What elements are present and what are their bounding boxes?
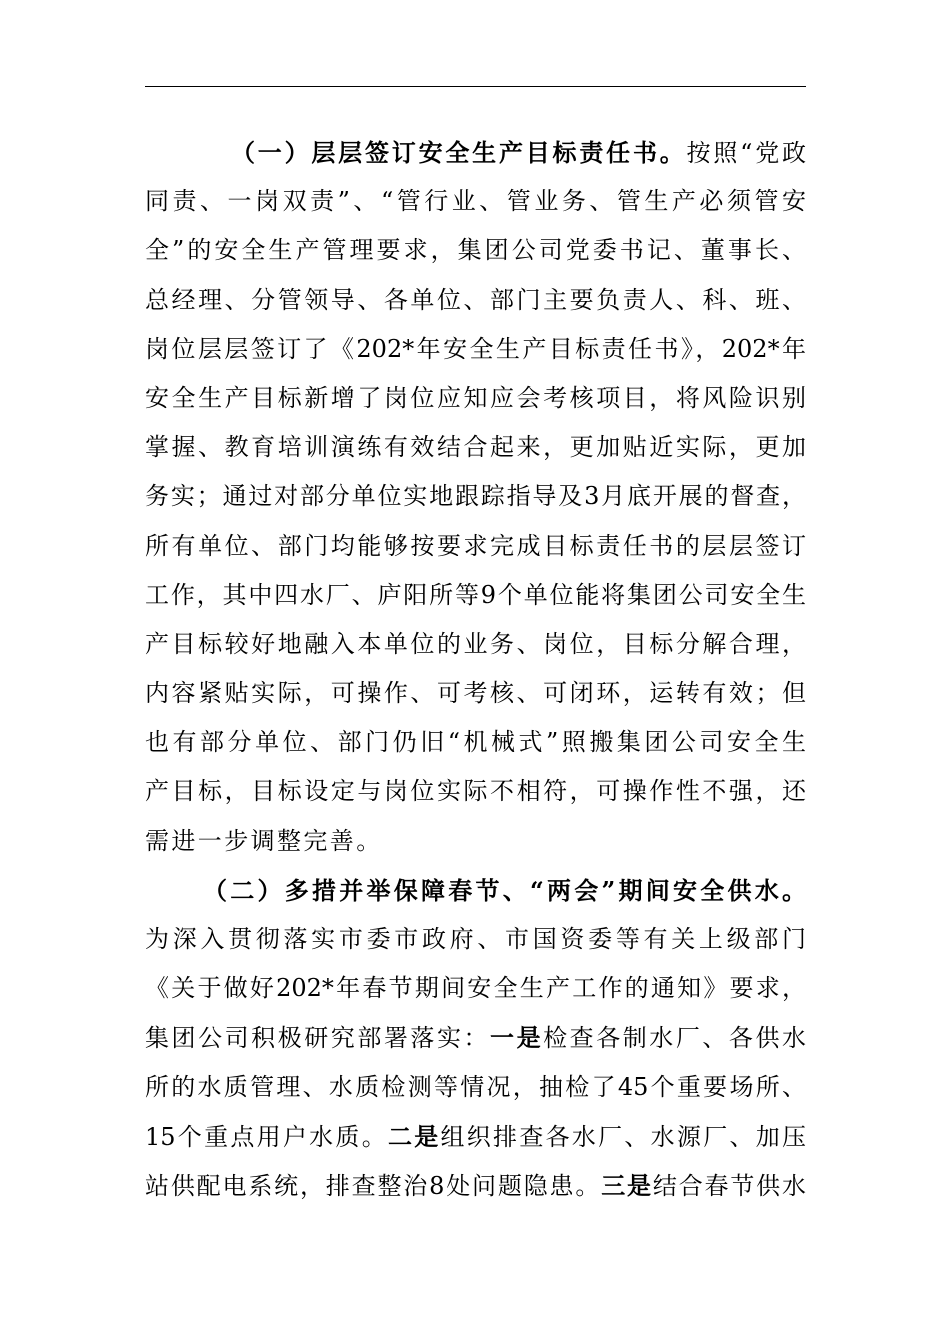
- paragraph-line: [145, 866, 806, 915]
- paragraph-line: [145, 1112, 806, 1161]
- section-heading-2: （二）多措并举保障春节、“两会”期间安全供水。: [203, 875, 806, 905]
- text-run: 按照“党政: [686, 139, 807, 167]
- paragraph-line: [145, 128, 806, 177]
- text-run: 结合春节供水: [652, 1171, 807, 1200]
- paragraph-line: 产目标，目标设定与岗位实际不相符，可操作性不强，还: [145, 777, 806, 806]
- paragraph-line: 工作，其中四水厂、庐阳所等9个单位能将集团公司安全生: [145, 580, 806, 609]
- paragraph-line: 总经理、分管领导、各单位、部门主要负责人、科、班、: [145, 285, 806, 314]
- list-marker: 一是: [490, 1023, 544, 1053]
- paragraph-line: 所有单位、部门均能够按要求完成目标责任书的层层签订: [145, 531, 806, 560]
- paragraph-line: 《关于做好202*年春节期间安全生产工作的通知》要求，: [145, 974, 806, 1003]
- paragraph-line: [145, 1161, 806, 1210]
- paragraph-line: 务实；通过对部分单位实地跟踪指导及3月底开展的督查，: [145, 482, 806, 511]
- paragraph-line: 掌握、教育培训演练有效结合起来，更加贴近实际，更加: [145, 433, 806, 462]
- paragraph-line: 为深入贯彻落实市委市政府、市国资委等有关上级部门: [145, 925, 806, 953]
- list-marker: 三是: [601, 1170, 653, 1200]
- paragraph-line: 同责、一岗双责”、“管行业、管业务、管生产必须管安: [145, 187, 806, 216]
- paragraph-line: [145, 1013, 806, 1062]
- paragraph-line: 产目标较好地融入本单位的业务、岗位，目标分解合理，: [145, 629, 806, 658]
- text-run: 15个重点用户水质。: [145, 1122, 388, 1151]
- section-heading-1: （一）层层签订安全生产目标责任书。: [231, 138, 687, 167]
- paragraph-line: 安全生产目标新增了岗位应知应会考核项目，将风险识别: [145, 383, 806, 412]
- text-run: 集团公司积极研究部署落实：: [145, 1024, 491, 1053]
- list-marker: 二是: [387, 1121, 441, 1151]
- paragraph-line: 岗位层层签订了《202*年安全生产目标责任书》，202*年: [145, 334, 806, 363]
- text-run: 检查各制水厂、各供水: [543, 1024, 807, 1053]
- paragraph-last-line: 需进一步调整完善。: [145, 826, 383, 855]
- text-run: 组织排查各水厂、水源厂、加压: [440, 1122, 807, 1151]
- paragraph-line: 所的水质管理、水质检测等情况，抽检了45个重要场所、: [145, 1072, 806, 1101]
- paragraph-line: 内容紧贴实际，可操作、可考核、可闭环，运转有效；但: [145, 679, 806, 708]
- text-run: 站供配电系统，排查整治8处问题隐患。: [145, 1171, 602, 1200]
- paragraph-line: 全”的安全生产管理要求，集团公司党委书记、董事长、: [145, 236, 806, 265]
- document-body: [145, 128, 806, 1210]
- paragraph-line: 也有部分单位、部门仍旧“机械式”照搬集团公司安全生: [145, 728, 806, 757]
- header-rule: [145, 86, 806, 87]
